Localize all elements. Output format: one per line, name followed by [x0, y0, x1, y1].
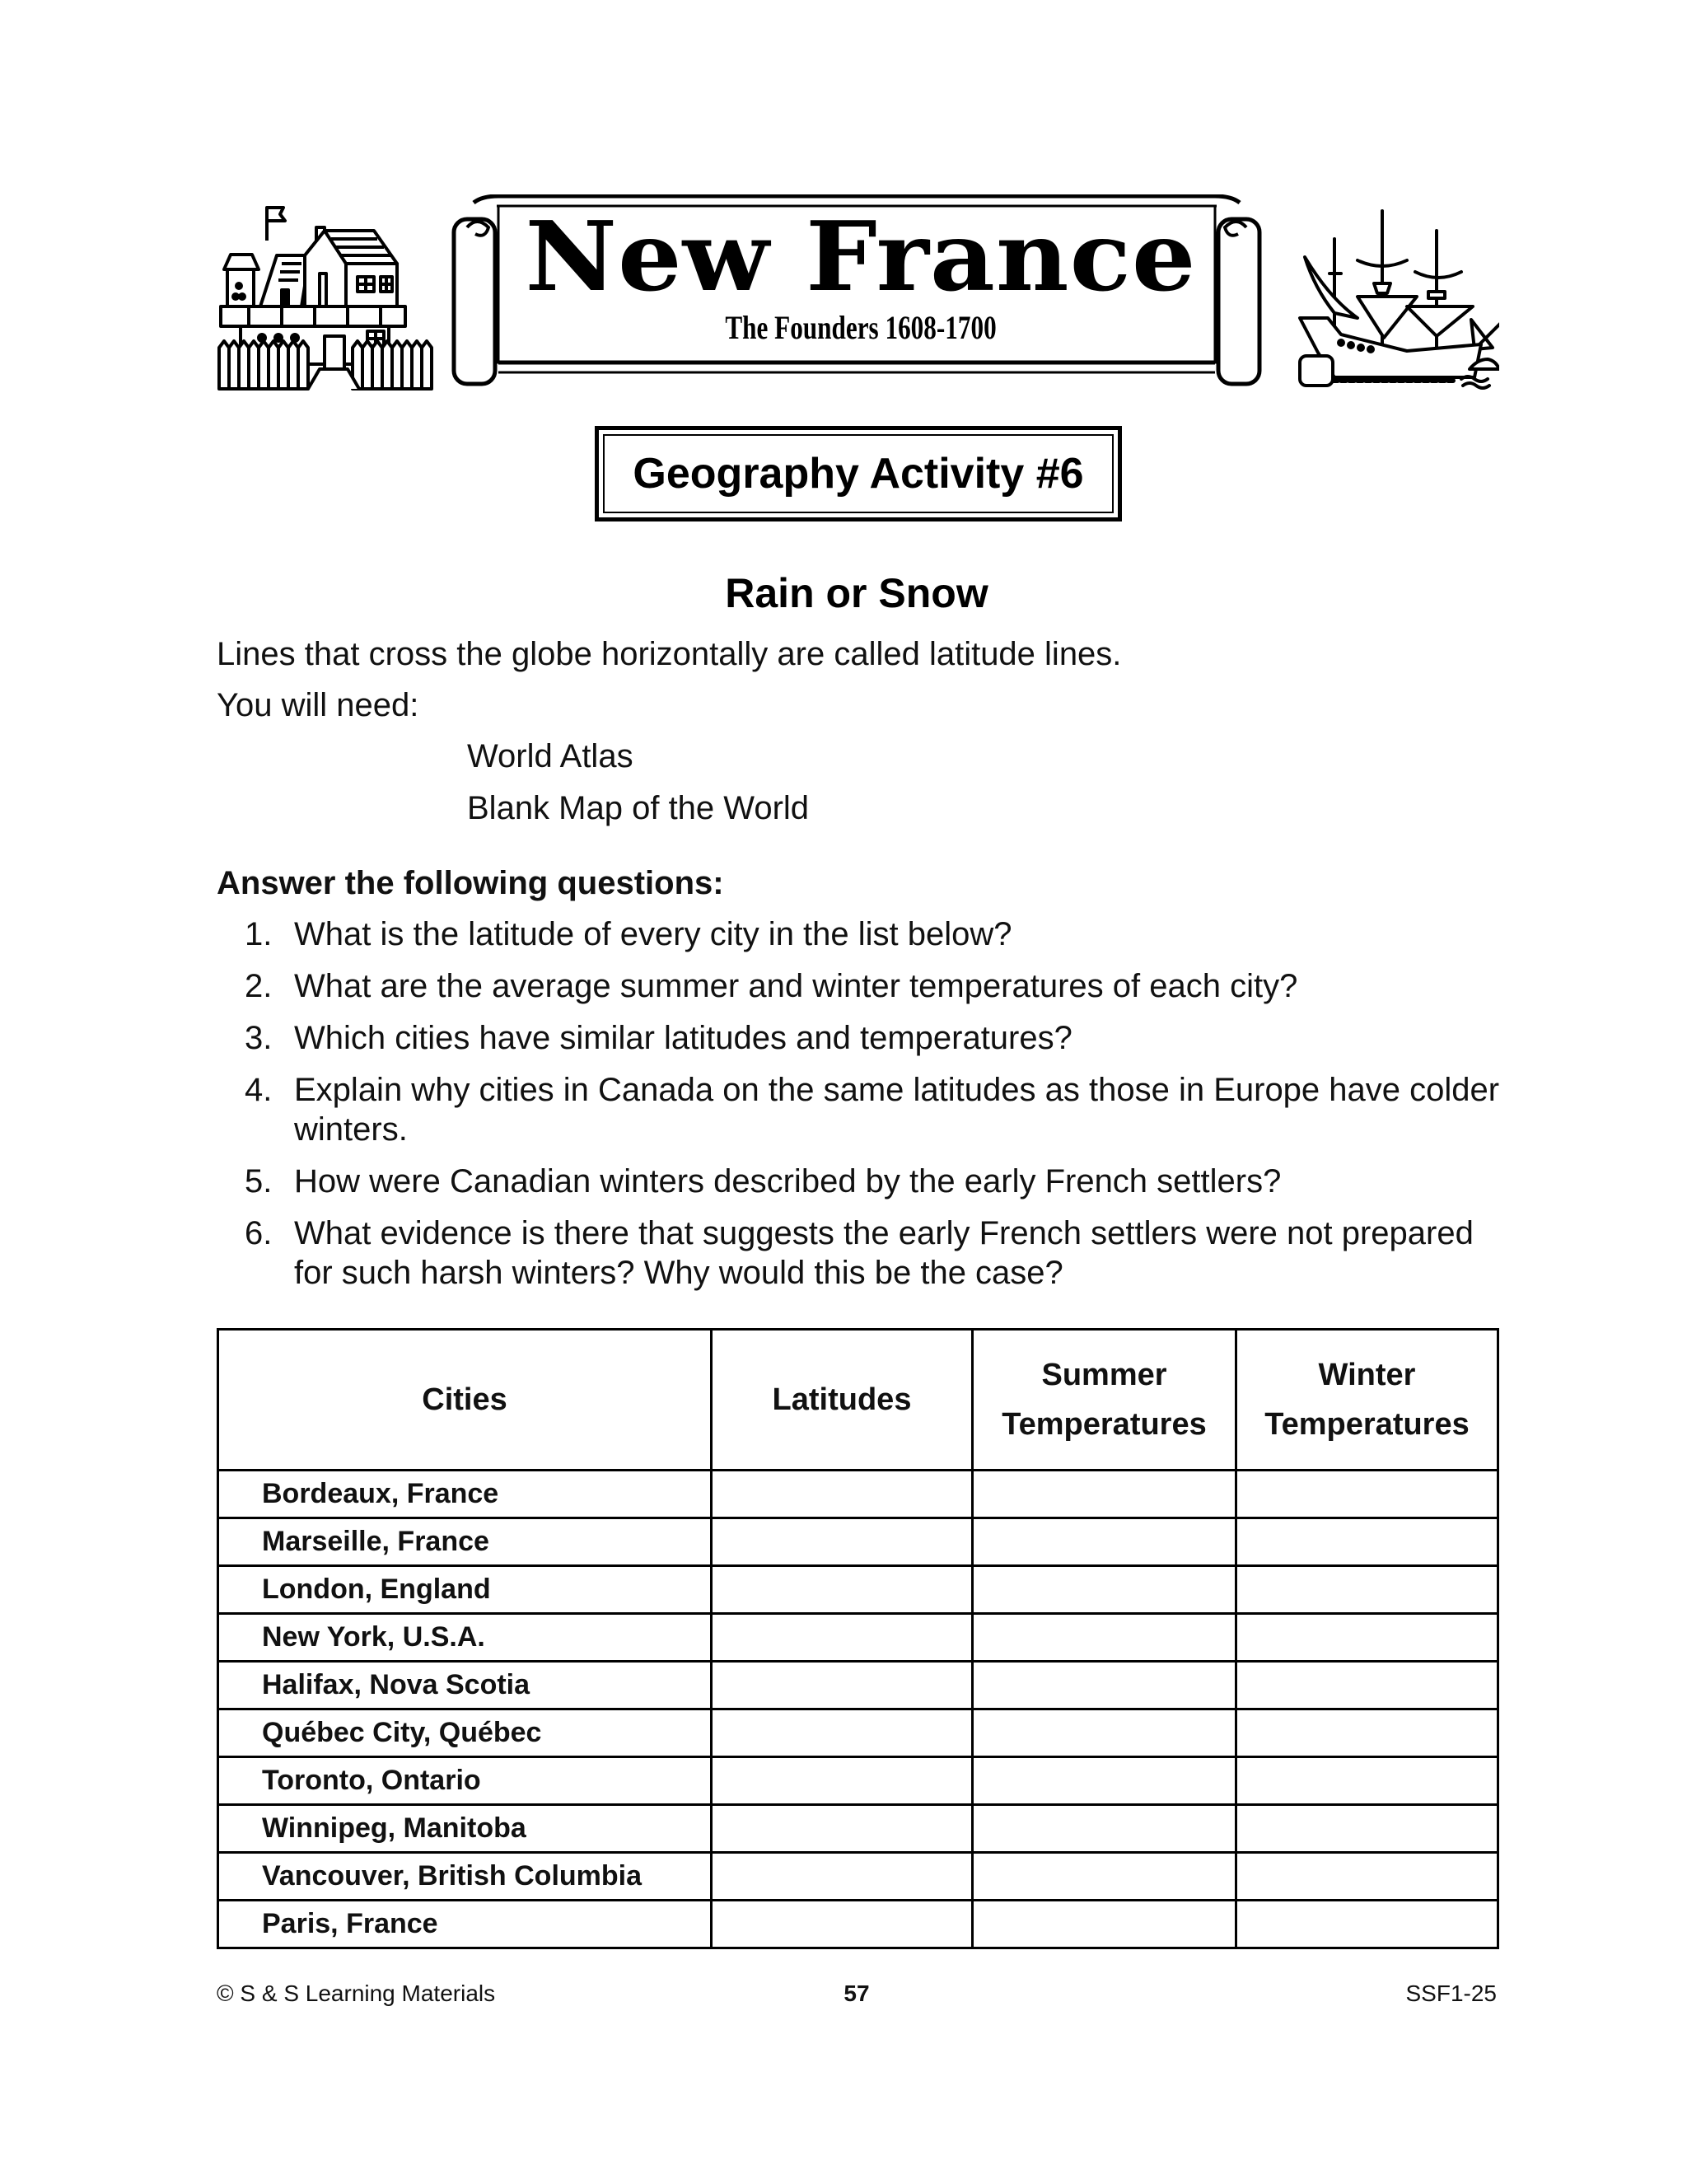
latitude-cell[interactable] [712, 1901, 973, 1948]
question-number: 1. [245, 916, 273, 952]
material-item: Blank Map of the World [467, 790, 810, 826]
banner-subtitle: The Founders 1608-1700 [725, 309, 997, 346]
summer-temp-cell[interactable] [973, 1757, 1236, 1805]
question-number: 2. [245, 968, 273, 1004]
question-number: 3. [245, 1020, 273, 1056]
city-cell: New York, U.S.A. [218, 1614, 712, 1662]
latitude-cell[interactable] [712, 1805, 973, 1853]
summer-temp-cell[interactable] [973, 1853, 1236, 1901]
header-winter-temperatures: Winter Temperatures [1236, 1330, 1498, 1471]
city-cell: Winnipeg, Manitoba [218, 1805, 712, 1853]
city-cell: Toronto, Ontario [218, 1757, 712, 1805]
activity-title: Geography Activity #6 [633, 450, 1084, 498]
table-row [218, 1853, 1498, 1901]
question-item [217, 1070, 1502, 1149]
summer-temp-cell[interactable] [973, 1518, 1236, 1566]
material-item: World Atlas [467, 738, 633, 774]
summer-temp-cell[interactable] [973, 1566, 1236, 1614]
latitude-cell[interactable] [712, 1757, 973, 1805]
question-number: 6. [245, 1215, 273, 1251]
table-row [218, 1709, 1498, 1757]
question-text: What is the latitude of every city in the list below? [294, 916, 1012, 952]
winter-temp-cell[interactable] [1236, 1662, 1498, 1709]
city-cell: Halifax, Nova Scotia [218, 1662, 712, 1709]
latitude-cell[interactable] [712, 1566, 973, 1614]
summer-temp-cell[interactable] [973, 1709, 1236, 1757]
winter-temp-cell[interactable] [1236, 1853, 1498, 1901]
table-row [218, 1901, 1498, 1948]
sailing-ship-icon [1275, 194, 1499, 391]
table-row [218, 1757, 1498, 1805]
winter-temp-cell[interactable] [1236, 1518, 1498, 1566]
question-item [217, 1162, 1502, 1201]
question-item [217, 1018, 1502, 1058]
winter-temp-cell[interactable] [1236, 1901, 1498, 1948]
summer-temp-cell[interactable] [973, 1471, 1236, 1518]
table-row [218, 1471, 1498, 1518]
header-cities: Cities [218, 1330, 712, 1471]
winter-temp-cell[interactable] [1236, 1566, 1498, 1614]
city-cell: Vancouver, British Columbia [218, 1853, 712, 1901]
latitude-cell[interactable] [712, 1662, 973, 1709]
winter-temp-cell[interactable] [1236, 1757, 1498, 1805]
winter-temp-cell[interactable] [1236, 1709, 1498, 1757]
latitude-cell[interactable] [712, 1471, 973, 1518]
table-row [218, 1566, 1498, 1614]
materials-label: You will need: [217, 687, 419, 723]
city-cell: London, England [218, 1566, 712, 1614]
latitude-cell[interactable] [712, 1518, 973, 1566]
winter-temp-cell[interactable] [1236, 1805, 1498, 1853]
winter-temp-cell[interactable] [1236, 1614, 1498, 1662]
section-title: Rain or Snow [725, 570, 988, 616]
questions-heading: Answer the following questions: [217, 865, 724, 901]
latitude-cell[interactable] [712, 1853, 973, 1901]
question-item [217, 1214, 1502, 1293]
question-text: Explain why cities in Canada on the same latitudes as those in Europe have colder winters. [294, 1072, 1500, 1148]
city-cell: Marseille, France [218, 1518, 712, 1566]
fort-house-icon [216, 191, 437, 391]
question-item [217, 914, 1502, 954]
question-text: What are the average summer and winter temperatures of each city? [294, 968, 1298, 1004]
city-cell: Bordeaux, France [218, 1471, 712, 1518]
banner-title: New France [525, 199, 1197, 313]
city-cell: Paris, France [218, 1901, 712, 1948]
latitude-cell[interactable] [712, 1614, 973, 1662]
header-summer-temperatures: Summer Temperatures [973, 1330, 1236, 1471]
question-text: How were Canadian winters described by the early French settlers? [294, 1163, 1282, 1200]
summer-temp-cell[interactable] [973, 1614, 1236, 1662]
winter-temp-cell[interactable] [1236, 1471, 1498, 1518]
question-number: 4. [245, 1072, 273, 1108]
activity-title-box [595, 426, 1122, 521]
table-row [218, 1662, 1498, 1709]
cities-table [217, 1328, 1499, 1949]
question-item [217, 966, 1502, 1006]
page-number: 57 [844, 1981, 870, 2006]
intro-text: Lines that cross the globe horizontally are called latitude lines. [217, 636, 1122, 672]
question-text: Which cities have similar latitudes and temperatures? [294, 1020, 1072, 1056]
table-row [218, 1614, 1498, 1662]
summer-temp-cell[interactable] [973, 1805, 1236, 1853]
summer-temp-cell[interactable] [973, 1662, 1236, 1709]
summer-temp-cell[interactable] [973, 1901, 1236, 1948]
footer-copyright: © S & S Learning Materials [217, 1981, 496, 2006]
city-cell: Québec City, Québec [218, 1709, 712, 1757]
table-row [218, 1518, 1498, 1566]
header-latitudes: Latitudes [712, 1330, 973, 1471]
table-row [218, 1805, 1498, 1853]
questions-list [217, 914, 1502, 1293]
question-text: What evidence is there that suggests the early French settlers were not prepared for such harsh winters? Why would this be the case? [294, 1215, 1474, 1291]
latitude-cell[interactable] [712, 1709, 973, 1757]
table-header-row [218, 1330, 1498, 1471]
question-number: 5. [245, 1163, 273, 1200]
document-code: SSF1-25 [1405, 1981, 1497, 2006]
activity-title-frame [603, 434, 1114, 513]
